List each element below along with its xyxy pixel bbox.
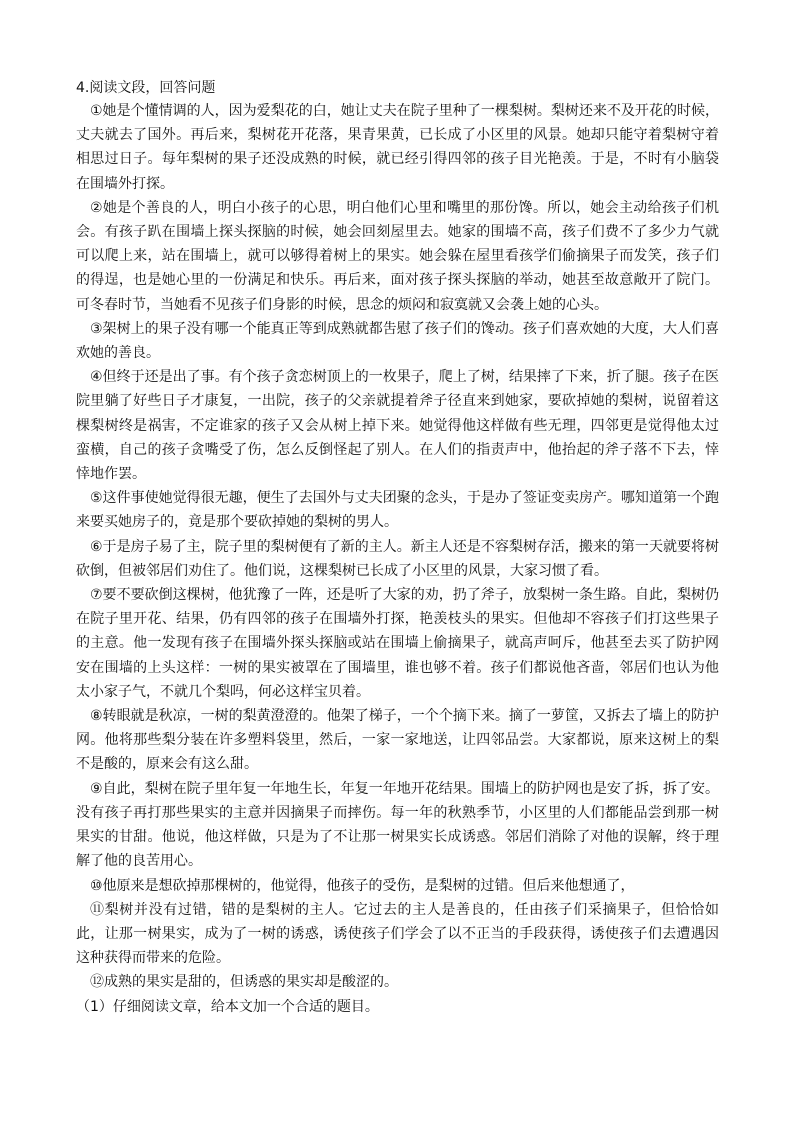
document-page	[76, 77, 719, 1019]
paragraph-2: ②她是个善良的人，明白小孩子的心思，明白他们心里和嘴里的那份馋。所以，她会主动给孩子们机会。有孩子趴在围墙上探头探脑的时候，她会回刻屋里去。她家的围墙不高，孩子们费不了多少力气就可以爬上来，站在围墙上，就可以够得着树上的果实。她会躲在屋里看孩学们偷摘果子而发笑，孩子们的得逞，也是她心里的一份满足和快乐。再后来，面对孩子探头探脑的举动，她甚至故意敞开了院门。可冬春时节，当她看不见孩子们身影的时候，思念的烦闷和寂寞就又会袭上她的心头。	[76, 199, 719, 313]
paragraph-5: ⑤这件事使她觉得很无趣，便生了去国外与丈夫团聚的念头，于是办了签证变卖房产。哪知道第一个跑来要买她房子的，竟是那个要砍掉她的梨树的男人。	[76, 490, 719, 531]
paragraph-8: ⑧转眼就是秋凉，一树的梨黄澄澄的。他架了梯子，一个个摘下来。摘了一萝筐，又拆去了墙上的防护网。他将那些梨分装在许多塑料袋里，然后，一家一家地送，让四邻品尝。大家都说，原来这树上的梨不是酸的，原来会有这么甜。	[76, 708, 719, 773]
sub-question-1: （1）仔细阅读文章，给本文加一个合适的题目。	[76, 998, 379, 1015]
paragraph-11: ⑪梨树并没有过错，错的是梨树的主人。它过去的主人是善良的，任由孩子们采摘果子，但恰恰如此，让那一树果实，成为了一树的诱惑，诱使孩子们学会了以不正当的手段获得，诱使孩子们去遭遇因这种获得而带来的危险。	[76, 901, 719, 967]
paragraph-12: ⑫成熟的果实是甜的，但诱惑的果实却是酸涩的。	[90, 974, 398, 991]
paragraph-7: ⑦要不要砍倒这棵树，他犹豫了一阵，还是听了大家的劝，扔了斧子，放梨树一条生路。自此，梨树仍在院子里开花、结果，仍有四邻的孩子在围墙外打探，艳羡枝头的果实。但他却不容孩子们打这些果子的主意。他一发现有孩子在围墙外探头探脑或站在围墙上偷摘果子，就高声呵斥，他甚至去买了防护网安在围墙的上头这样：一树的果实被罩在了围墙里，谁也够不着。孩子们都说他吝啬，邻居们也认为他太小家子气，不就几个梨吗，何必这样宝贝着。	[76, 587, 719, 700]
paragraph-9: ⑨自此，梨树在院子里年复一年地生长，年复一年地开花结果。围墙上的防护网也是安了拆，拆了安。没有孩子再打那些果实的主意并因摘果子而摔伤。每一年的秋熟季节，小区里的人们都能品尝到那一树果实的甘甜。他说，他这样做，只是为了不让那一树果实长成诱惑。邻居们消除了对他的误解，终于理解了他的良苦用心。	[76, 780, 719, 870]
paragraph-6: ⑥于是房子易了主，院子里的梨树便有了新的主人。新主人还是不容梨树存活，搬来的第一天就要将树砍倒，但被邻居们劝住了。他们说，这棵梨树已长成了小区里的风景，大家习惯了看。	[76, 538, 719, 579]
paragraph-3: ③架树上的果子没有哪一个能真正等到成熟就都吿慰了孩子们的馋动。孩子们喜欢她的大度，大人们喜欢她的善良。	[76, 320, 719, 362]
question-title: 4.阅读文段，回答问题	[76, 80, 216, 96]
paragraph-4: ④但终于还是出了事。有个孩子贪恋树顶上的一枚果子，爬上了树，结果摔了下来，折了腿。孩子在医院里躺了好些日子才康复，一出院，孩子的父亲就提着斧子径直来到她家，要砍掉她的梨树，说留着这棵梨树终是祸害，不定谁家的孩子又会从树上掉下来。她觉得他这样做有些无理，四邻更是觉得他太过蛮横，自己的孩子贪嘴受了伤，怎么反倒怪起了别人。在人们的指责声中，他抬起的斧子落不下去，悻悻地作罢。	[76, 369, 719, 483]
paragraph-1: ①她是个懂情调的人，因为爱梨花的白，她让丈夫在院子里种了一棵梨树。梨树还来不及开花的时候，丈夫就去了国外。再后来，梨树花开花落，果青果黄，已长成了小区里的风景。她却只能守着梨树守着相思过日子。每年梨树的果子还没成熟的时候，就已经引得四邻的孩子目光艳羡。于是，不时有小脑袋在围墙外打探。	[76, 103, 719, 192]
paragraph-10: ⑩他原来是想砍掉那棵树的，他觉得，他孩子的受伤，是梨树的过错。但后来他想通了，	[90, 877, 635, 894]
